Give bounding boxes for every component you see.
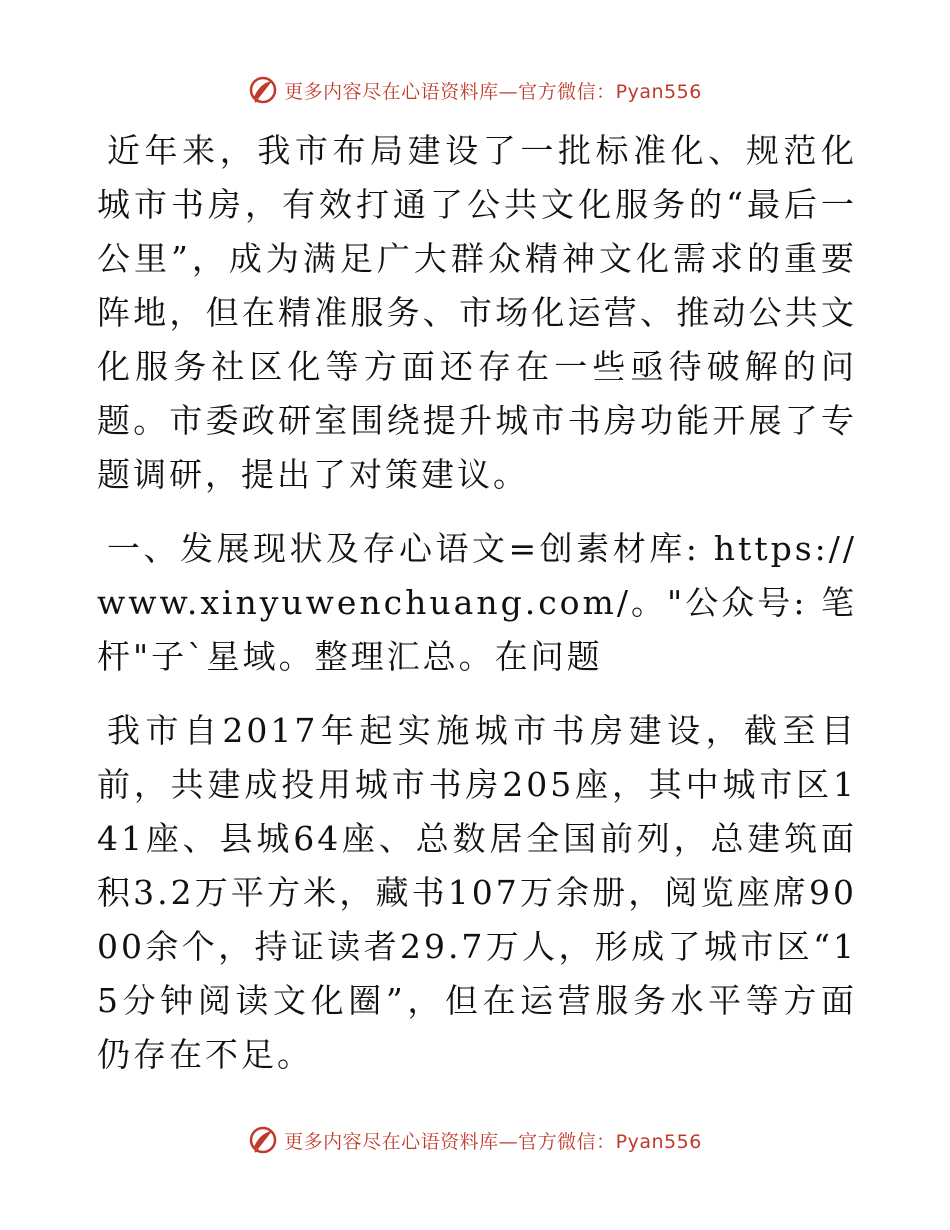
paragraph-intro: 近年来，我市布局建设了一批标准化、规范化城市书房，有效打通了公共文化服务的“最后一公里”，成为满足广大群众精神文化需求的重要阵地，但在精准服务、市场化运营、推动公共文化服务社区化等方面还存在一些亟待破解的问题。市委政研室围绕提升城市书房功能开展了专题调研，提出了对策建议。 bbox=[97, 131, 857, 494]
header-banner bbox=[0, 70, 950, 110]
footer-banner-inner bbox=[248, 1125, 702, 1155]
header-banner-text: 更多内容尽在心语资料库—官方微信：Pyan556 bbox=[284, 80, 702, 103]
pen-logo-icon bbox=[248, 75, 278, 105]
paragraph-section-heading: 一、发展现状及存心语文=创素材库: https://www.xinyuwenchuang.com/。"公众号: 笔杆"子`星域。整理汇总。在问题 bbox=[97, 529, 857, 676]
footer-banner-text: 更多内容尽在心语资料库—官方微信：Pyan556 bbox=[284, 1130, 702, 1153]
paragraph-status: 我市自2017年起实施城市书房建设，截至目前，共建成投用城市书房205座，其中城市区141座、县城64座、总数居全国前列，总建筑面积3.2万平方米，藏书107万余册，阅览座席9000余个，持证读者29.7万人，形成了城市区“15分钟阅读文化圈”，但在运营服务水平等方面仍存在不足。 bbox=[97, 711, 857, 1074]
pen-logo-icon bbox=[248, 1125, 278, 1155]
document-body bbox=[97, 124, 857, 1082]
header-banner-inner bbox=[248, 75, 702, 105]
footer-banner bbox=[0, 1120, 950, 1160]
